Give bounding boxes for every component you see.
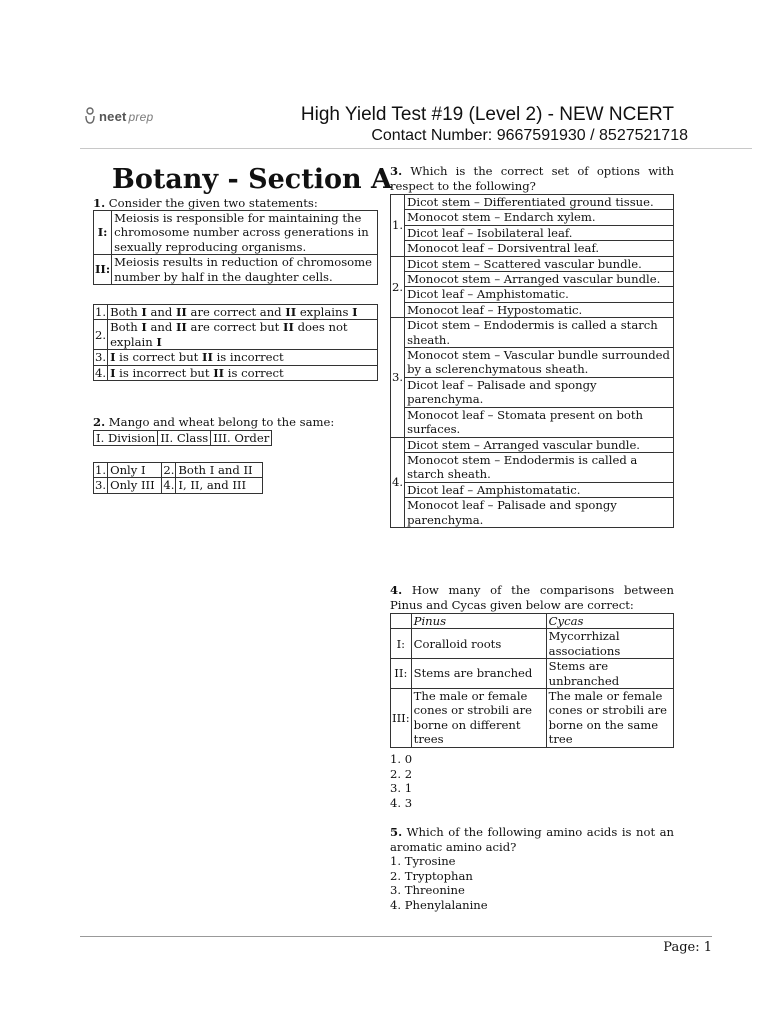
option-item[interactable]: 2. Tryptophan [390,868,473,883]
option-row[interactable]: 2. Dicot stem – Scattered vascular bundle. [391,256,674,271]
table-row: Dicot leaf – Isobilateral leaf. [391,225,674,240]
option-item[interactable]: 3. 1 [390,781,413,796]
table-row: I: Coralloid roots Mycorrhizal associations [391,629,674,659]
option-item[interactable]: 1. 0 [390,752,413,766]
option-row[interactable]: 1. Only I 2. Both I and II [94,463,263,478]
q2-items-table [93,430,272,446]
table-row: Monocot stem – Endarch xylem. [391,210,674,225]
contact-number: Contact Number: 9667591930 / 8527521718 [371,127,688,144]
option-item[interactable]: 2. 2 [390,766,413,781]
table-row: Monocot leaf – Dorsiventral leaf. [391,241,674,256]
q5-options [390,854,488,912]
option-row[interactable]: 1. Both I and II are correct and II explains I [94,305,378,320]
option-item[interactable]: 4. 3 [390,795,413,810]
table-row: Monocot leaf – Stomata present on both surfaces. [391,407,674,437]
neetprep-logo: neet prep [84,104,153,128]
table-row: Monocot leaf – Hypostomatic. [391,302,674,317]
option-row[interactable]: 3. Dicot stem – Endodermis is called a starch sheath. [391,318,674,348]
test-title: High Yield Test #19 (Level 2) - NEW NCERT [300,104,674,125]
page-number: Page: 1 [663,940,712,955]
table-header-row: Pinus Cycas [391,614,674,629]
question-5: 5. Which of the following amino acids is not an aromatic amino acid? [390,825,675,854]
question-4: 4. How many of the comparisons between Pinus and Cycas given below are correct: [390,583,675,612]
header-divider [80,148,752,149]
option-row[interactable]: 4. I is incorrect but II is correct [94,365,378,380]
q3-options-table [390,194,674,528]
option-row[interactable]: 4. Dicot stem – Arranged vascular bundle. [391,437,674,452]
question-1: 1. Consider the given two statements: [93,196,318,210]
table-row: Monocot leaf – Palisade and spongy parenchyma. [391,498,674,528]
table-row: II: Stems are branched Stems are unbranched [391,659,674,689]
section-title: Botany - Section A [112,164,392,195]
table-row: II: Meiosis results in reduction of chromosome number by half in the daughter cells. [94,255,378,285]
option-item[interactable]: 1. Tyrosine [390,854,456,868]
table-row: Monocot stem – Endodermis is called a starch sheath. [391,452,674,482]
table-row: Dicot leaf – Palisade and spongy parenchyma. [391,377,674,407]
table-row: Dicot leaf – Amphistomatic. [391,287,674,302]
q2-options-table [93,462,263,494]
table-row: Dicot leaf – Amphistomatatic. [391,482,674,497]
option-row[interactable]: 3. I is correct but II is incorrect [94,350,378,365]
option-row[interactable]: 3. Only III 4. I, II, and III [94,478,263,493]
footer-divider [80,936,712,937]
table-row: Monocot stem – Vascular bundle surrounded by a sclerenchymatous sheath. [391,348,674,378]
option-item[interactable]: 3. Threonine [390,883,465,898]
table-row: I. Division II. Class III. Order [94,431,272,446]
table-row: III: The male or female cones or strobili are borne on different trees The male or female cones or strobili are borne on the same tree [391,689,674,748]
question-3: 3. Which is the correct set of options with respect to the following? [390,164,674,193]
table-row: Monocot stem – Arranged vascular bundle. [391,272,674,287]
q4-comparison-table [390,613,674,748]
q1-options-table [93,304,378,381]
q4-options [390,752,412,810]
table-row: I: Meiosis is responsible for maintaining the chromosome number across generations in sexually reproducing organisms. [94,211,378,255]
logo-mark-icon [84,107,96,125]
option-row[interactable]: 1. Dicot stem – Differentiated ground tissue. [391,195,674,210]
q1-statements-table [93,210,378,285]
question-2: 2. Mango and wheat belong to the same: [93,415,335,429]
option-row[interactable]: 2. Both I and II are correct but II does not explain I [94,320,378,350]
option-item[interactable]: 4. Phenylalanine [390,897,488,912]
